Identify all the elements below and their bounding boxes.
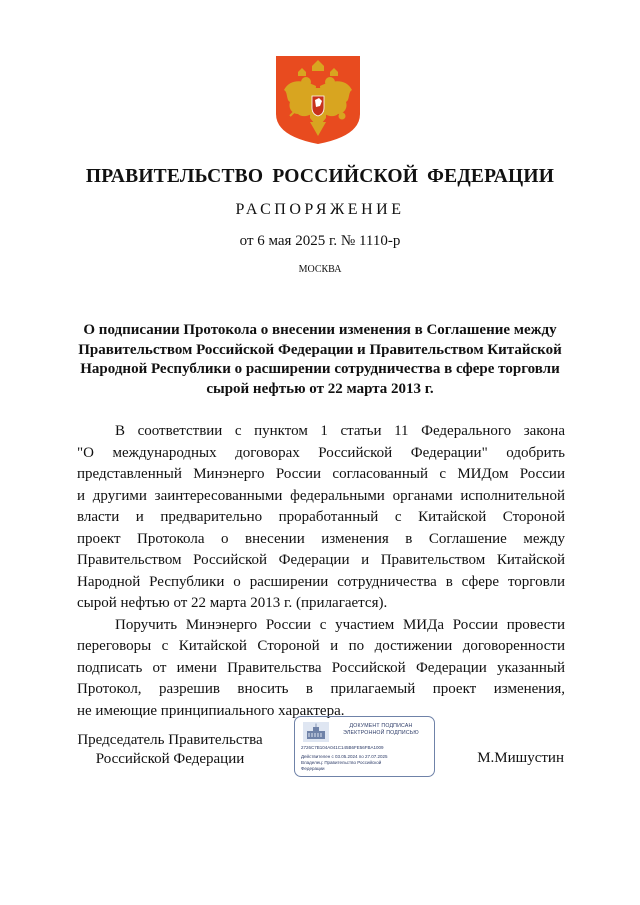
body-line: сырой нефтью от 22 марта 2013 г. (прилагается). <box>77 595 388 611</box>
position-line: Российской Федерации <box>95 751 245 767</box>
subject-line: Народной Республики о расширении сотрудничества в сфере торговли <box>80 361 560 377</box>
document-date-number: от 6 мая 2025 г. № 1110-р <box>239 233 401 249</box>
document-subject <box>74 321 566 399</box>
body-line: переговоры с Китайской Стороной и по достижении договоренности <box>77 638 565 654</box>
body-line: Протокол, разрешив вносить в прилагаемый проект изменения, <box>77 681 565 697</box>
position-line: Председатель Правительства <box>77 732 263 748</box>
stamp-validity: Действителен с 03.05.2024 по 27.07.2025 <box>301 754 388 759</box>
stamp-title-line: ЭЛЕКТРОННОЙ ПОДПИСЬЮ <box>343 730 419 736</box>
signatory-name: М.Мишустин <box>477 750 564 766</box>
document-city: МОСКВА <box>298 264 342 275</box>
stamp-owner: Федерации <box>301 766 325 771</box>
government-title: ПРАВИТЕЛЬСТВО РОССИЙСКОЙ ФЕДЕРАЦИИ <box>85 166 555 187</box>
document-body <box>77 421 565 722</box>
body-line: подписать от имени Правительства Российской Федерации указанный <box>77 659 565 676</box>
stamp-title-line: ДОКУМЕНТ ПОДПИСАН <box>349 723 413 729</box>
body-line: В соответствии с пунктом 1 статьи 11 Федерального закона <box>115 423 565 439</box>
subject-line: О подписании Протокола о внесении изменения в Соглашение между <box>83 322 557 338</box>
body-line: не имеющие принципиального характера. <box>77 702 345 719</box>
government-building-icon <box>303 722 329 742</box>
body-line: проект Протокола о внесении изменения в Соглашение между <box>77 530 565 547</box>
stamp-owner: Владелец: Правительство Российской <box>301 760 382 765</box>
body-line: Народной Республики о расширении сотрудничества в сфере торговли <box>77 573 565 590</box>
stamp-certificate: 2726C7B104A041C145B6FE56FBA1009 <box>301 745 384 750</box>
body-line: Правительством Российской Федерации и Правительством Китайской <box>77 552 565 568</box>
subject-line: Правительством Российской Федерации и Правительством Китайской <box>78 341 562 358</box>
subject-line: сырой нефтью от 22 марта 2013 г. <box>206 380 434 397</box>
electronic-signature-stamp <box>294 716 435 777</box>
body-line: Поручить Минэнерго России с участием МИДа России провести <box>115 616 565 633</box>
body-line: и другими заинтересованными федеральными органами исполнительной <box>77 487 565 504</box>
document-type: РАСПОРЯЖЕНИЕ <box>235 201 405 218</box>
signatory-position <box>70 731 270 769</box>
coat-of-arms-icon <box>276 56 360 144</box>
stamp-title <box>333 723 429 737</box>
body-line: "О международных договорах Российской Федерации" одобрить <box>77 444 565 461</box>
body-line: представленный Минэнерго России согласованный с МИДом России <box>77 466 565 482</box>
body-line: власти и предварительно проработанный с Китайской Стороной <box>77 509 565 525</box>
